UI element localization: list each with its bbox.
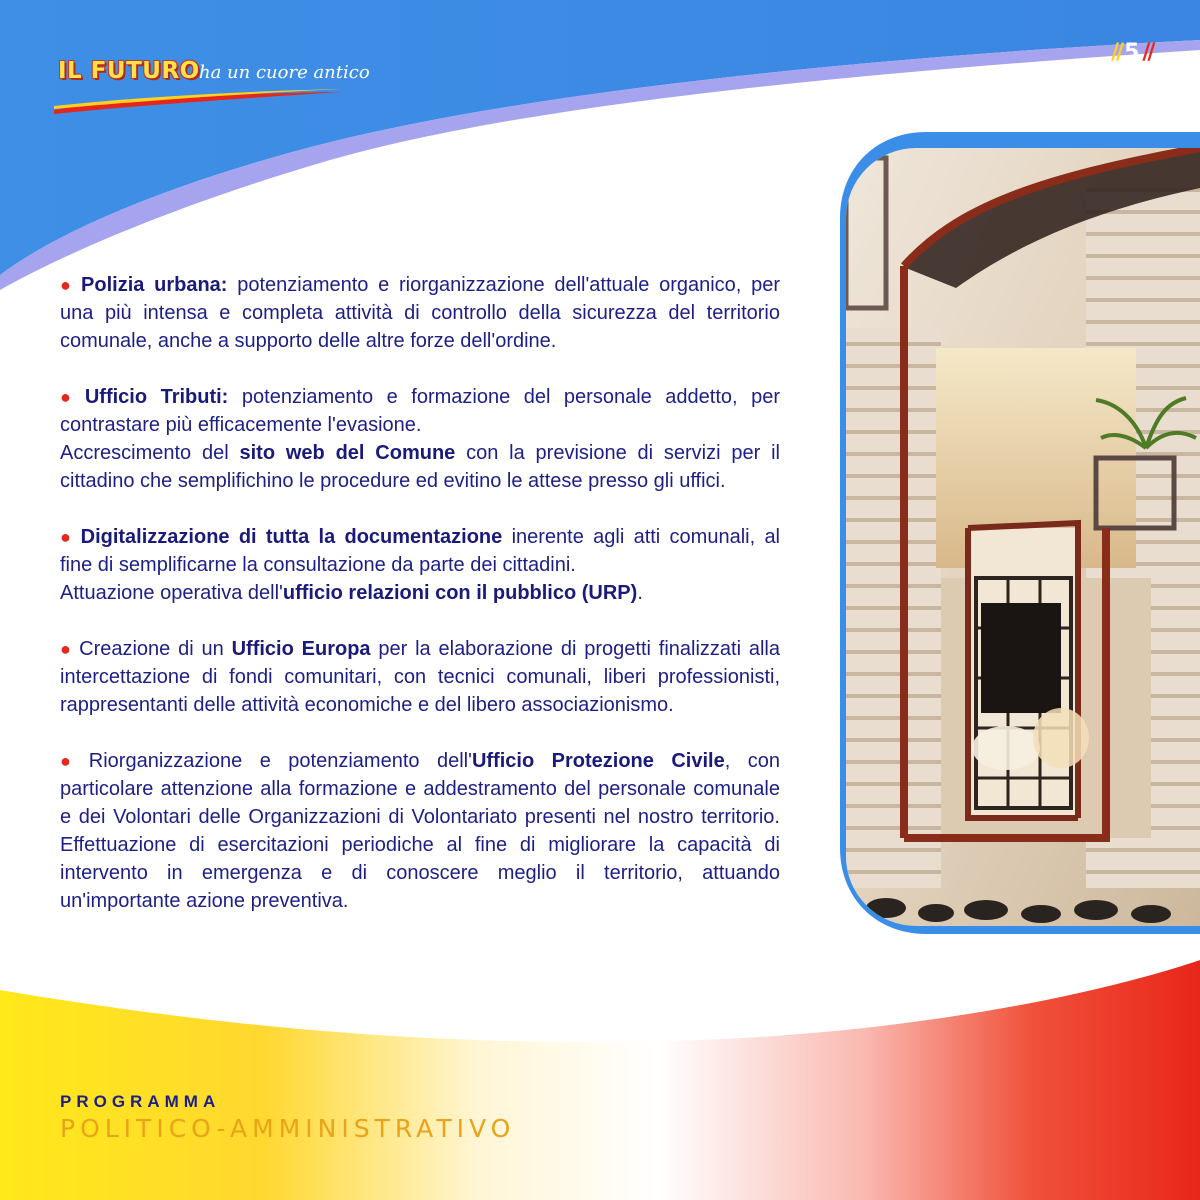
section-polizia-urbana bbox=[60, 271, 780, 355]
footer-subtitle: POLITICO-AMMINISTRATIVO bbox=[60, 1114, 516, 1143]
section-text: Riorganizzazione e potenziamento dell' bbox=[88, 750, 472, 772]
section-ufficio-europa bbox=[60, 635, 780, 719]
bullet-icon: ● bbox=[60, 527, 75, 547]
section-text: potenziamento e formazione del personale addetto, per contrastare più efficacemente l'evasione. bbox=[60, 386, 781, 436]
section-text: Attuazione operativa dell' bbox=[60, 582, 283, 604]
bullet-icon: ● bbox=[60, 751, 83, 771]
section-text: , con particolare attenzione alla formazione e addestramento del personale comunale e dei Volontari delle Organizzazioni di Volontariato presenti nel nostro territorio. Effettuazione di esercitazioni periodiche al fine di migliorare la capacità di intervento in emergenza e di conoscere meglio il territorio, attuando un'importante azione preventiva. bbox=[60, 750, 780, 912]
program-content bbox=[60, 271, 780, 943]
section-text: . bbox=[637, 582, 643, 604]
section-digitalizzazione bbox=[60, 523, 780, 607]
page-number bbox=[1108, 40, 1152, 65]
footer-title: PROGRAMMA bbox=[60, 1092, 221, 1111]
section-title: Ufficio Protezione Civile bbox=[471, 750, 725, 772]
bullet-icon: ● bbox=[60, 639, 74, 659]
section-protezione-civile bbox=[60, 747, 780, 915]
slash-decoration: // bbox=[1111, 40, 1122, 65]
logo bbox=[58, 58, 370, 118]
logo-brand: IL FUTURO bbox=[58, 58, 200, 84]
page-number-value: 5 bbox=[1124, 40, 1140, 65]
section-text: potenziamento e riorganizzazione dell'attuale organico, per una più intensa e completa attività di controllo della sicurezza del territorio comunale, anche a supporto delle altre forze dell'ordine. bbox=[60, 274, 780, 352]
section-title: Ufficio Tributi: bbox=[84, 386, 229, 408]
section-text: inerente agli atti comunali, al fine di semplificarne la consultazione da parte dei cittadini. bbox=[60, 526, 781, 576]
logo-tagline: ha un cuore antico bbox=[199, 62, 370, 83]
bullet-icon: ● bbox=[60, 275, 76, 295]
section-text: Accrescimento del bbox=[60, 442, 240, 464]
section-text: con la previsione di servizi per il cittadino che semplifichino le procedure ed evitino le attese presso gli uffici. bbox=[60, 442, 780, 492]
slash-decoration: // bbox=[1142, 40, 1153, 65]
section-title: Digitalizzazione di tutta la documentazione bbox=[80, 526, 503, 548]
staircase-photo bbox=[846, 148, 1200, 926]
section-title: Polizia urbana: bbox=[81, 274, 228, 296]
section-highlight: sito web del Comune bbox=[239, 442, 456, 464]
footer bbox=[60, 1092, 515, 1143]
section-ufficio-tributi bbox=[60, 383, 780, 495]
section-highlight: ufficio relazioni con il pubblico (URP) bbox=[282, 582, 638, 604]
bullet-icon: ● bbox=[60, 387, 79, 407]
section-text: Creazione di un bbox=[79, 638, 232, 660]
section-title: Ufficio Europa bbox=[231, 638, 371, 660]
section-text: per la elaborazione di progetti finalizzati alla intercettazione di fondi comunitari, con tecnici comunali, liberi professionisti, rappresentanti delle attività economiche e del libero associazionismo. bbox=[60, 638, 780, 716]
logo-swoosh bbox=[50, 80, 350, 116]
